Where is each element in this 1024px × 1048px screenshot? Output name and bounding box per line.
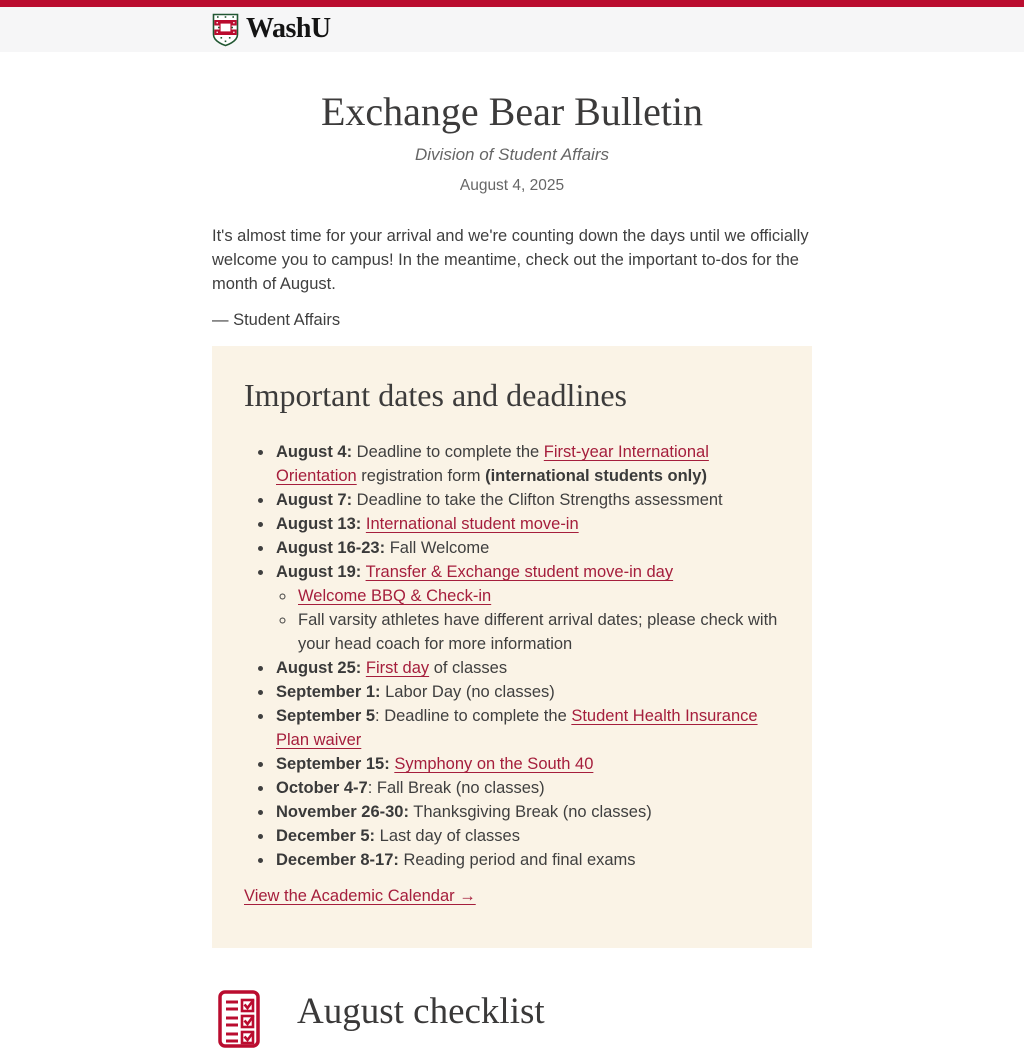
date-label: September 15: xyxy=(276,755,390,773)
item-text: Deadline to take the Clifton Strengths assessment xyxy=(352,491,723,509)
newsletter-body xyxy=(212,88,812,1048)
date-label: August 16-23: xyxy=(276,539,386,557)
date-label: August 4: xyxy=(276,443,353,461)
date-label: December 5: xyxy=(276,827,376,845)
inline-link[interactable]: Transfer & Exchange student move-in day xyxy=(365,563,674,581)
list-item xyxy=(274,536,780,560)
list-item xyxy=(274,824,780,848)
date-label: September 1: xyxy=(276,683,381,701)
inline-link[interactable]: First day xyxy=(365,659,430,677)
page-subtitle: Division of Student Affairs xyxy=(414,145,609,164)
list-item xyxy=(274,800,780,824)
issue-date: August 4, 2025 xyxy=(459,177,565,194)
item-text: Deadline to complete the xyxy=(352,443,544,461)
date-label: August 25: xyxy=(276,659,362,677)
list-item xyxy=(274,512,780,536)
list-item xyxy=(274,752,780,776)
date-label: December 8-17: xyxy=(276,851,399,869)
page-title: Exchange Bear Bulletin xyxy=(320,89,704,134)
important-dates-panel xyxy=(212,346,812,948)
date-label: October 4-7 xyxy=(276,779,368,797)
item-text: Reading period and final exams xyxy=(398,851,636,869)
list-item xyxy=(274,776,780,800)
inline-link[interactable]: International student move-in xyxy=(365,515,579,533)
date-label: (international students only) xyxy=(485,467,707,485)
item-text: Thanksgiving Break (no classes) xyxy=(408,803,652,821)
item-text: registration form xyxy=(356,467,486,485)
important-dates-heading: Important dates and deadlines xyxy=(244,377,627,413)
signoff-text: — Student Affairs xyxy=(212,311,341,329)
list-item xyxy=(274,656,780,680)
list-item xyxy=(296,608,780,656)
item-text: Labor Day (no classes) xyxy=(380,683,555,701)
site-header xyxy=(0,7,1024,52)
item-text: of classes xyxy=(429,659,508,677)
list-item xyxy=(274,848,780,872)
washu-wordmark[interactable]: WashU xyxy=(246,12,331,44)
list-item xyxy=(274,704,780,752)
august-checklist-heading: August checklist xyxy=(297,991,545,1032)
date-label: November 26-30: xyxy=(276,803,409,821)
site-header-inner xyxy=(212,13,812,47)
date-label: August 19: xyxy=(276,563,362,581)
checklist-icon xyxy=(218,990,260,1048)
inline-link[interactable]: Symphony on the South 40 xyxy=(394,755,594,773)
item-text: Fall Welcome xyxy=(385,539,490,557)
date-label: August 13: xyxy=(276,515,362,533)
list-item xyxy=(274,560,780,656)
washu-shield-icon xyxy=(212,13,239,47)
list-item xyxy=(274,440,780,488)
date-label: August 7: xyxy=(276,491,353,509)
item-text: Last day of classes xyxy=(375,827,520,845)
inline-link[interactable]: Student Health Insurance Plan waiver xyxy=(276,707,758,749)
item-text: Fall varsity athletes have different arrival dates; please check with your head coach for more information xyxy=(298,611,778,653)
intro-paragraph: It's almost time for your arrival and we're counting down the days until we officially welcome you to campus! In the meantime, check out the important to-dos for the month of August. xyxy=(212,227,809,293)
brand-top-bar xyxy=(0,0,1024,7)
sub-list xyxy=(276,584,780,656)
august-checklist-section xyxy=(212,990,812,1048)
item-text: : Deadline to complete the xyxy=(375,707,572,725)
list-item xyxy=(274,488,780,512)
list-item xyxy=(296,584,780,608)
inline-link[interactable]: First-year International Orientation xyxy=(276,443,709,485)
academic-calendar-link[interactable]: View the Academic Calendar → xyxy=(244,887,476,905)
list-item xyxy=(274,680,780,704)
inline-link[interactable]: Welcome BBQ & Check-in xyxy=(298,587,492,605)
important-dates-list xyxy=(244,440,780,872)
date-label: September 5 xyxy=(276,707,376,725)
item-text: : Fall Break (no classes) xyxy=(367,779,545,797)
